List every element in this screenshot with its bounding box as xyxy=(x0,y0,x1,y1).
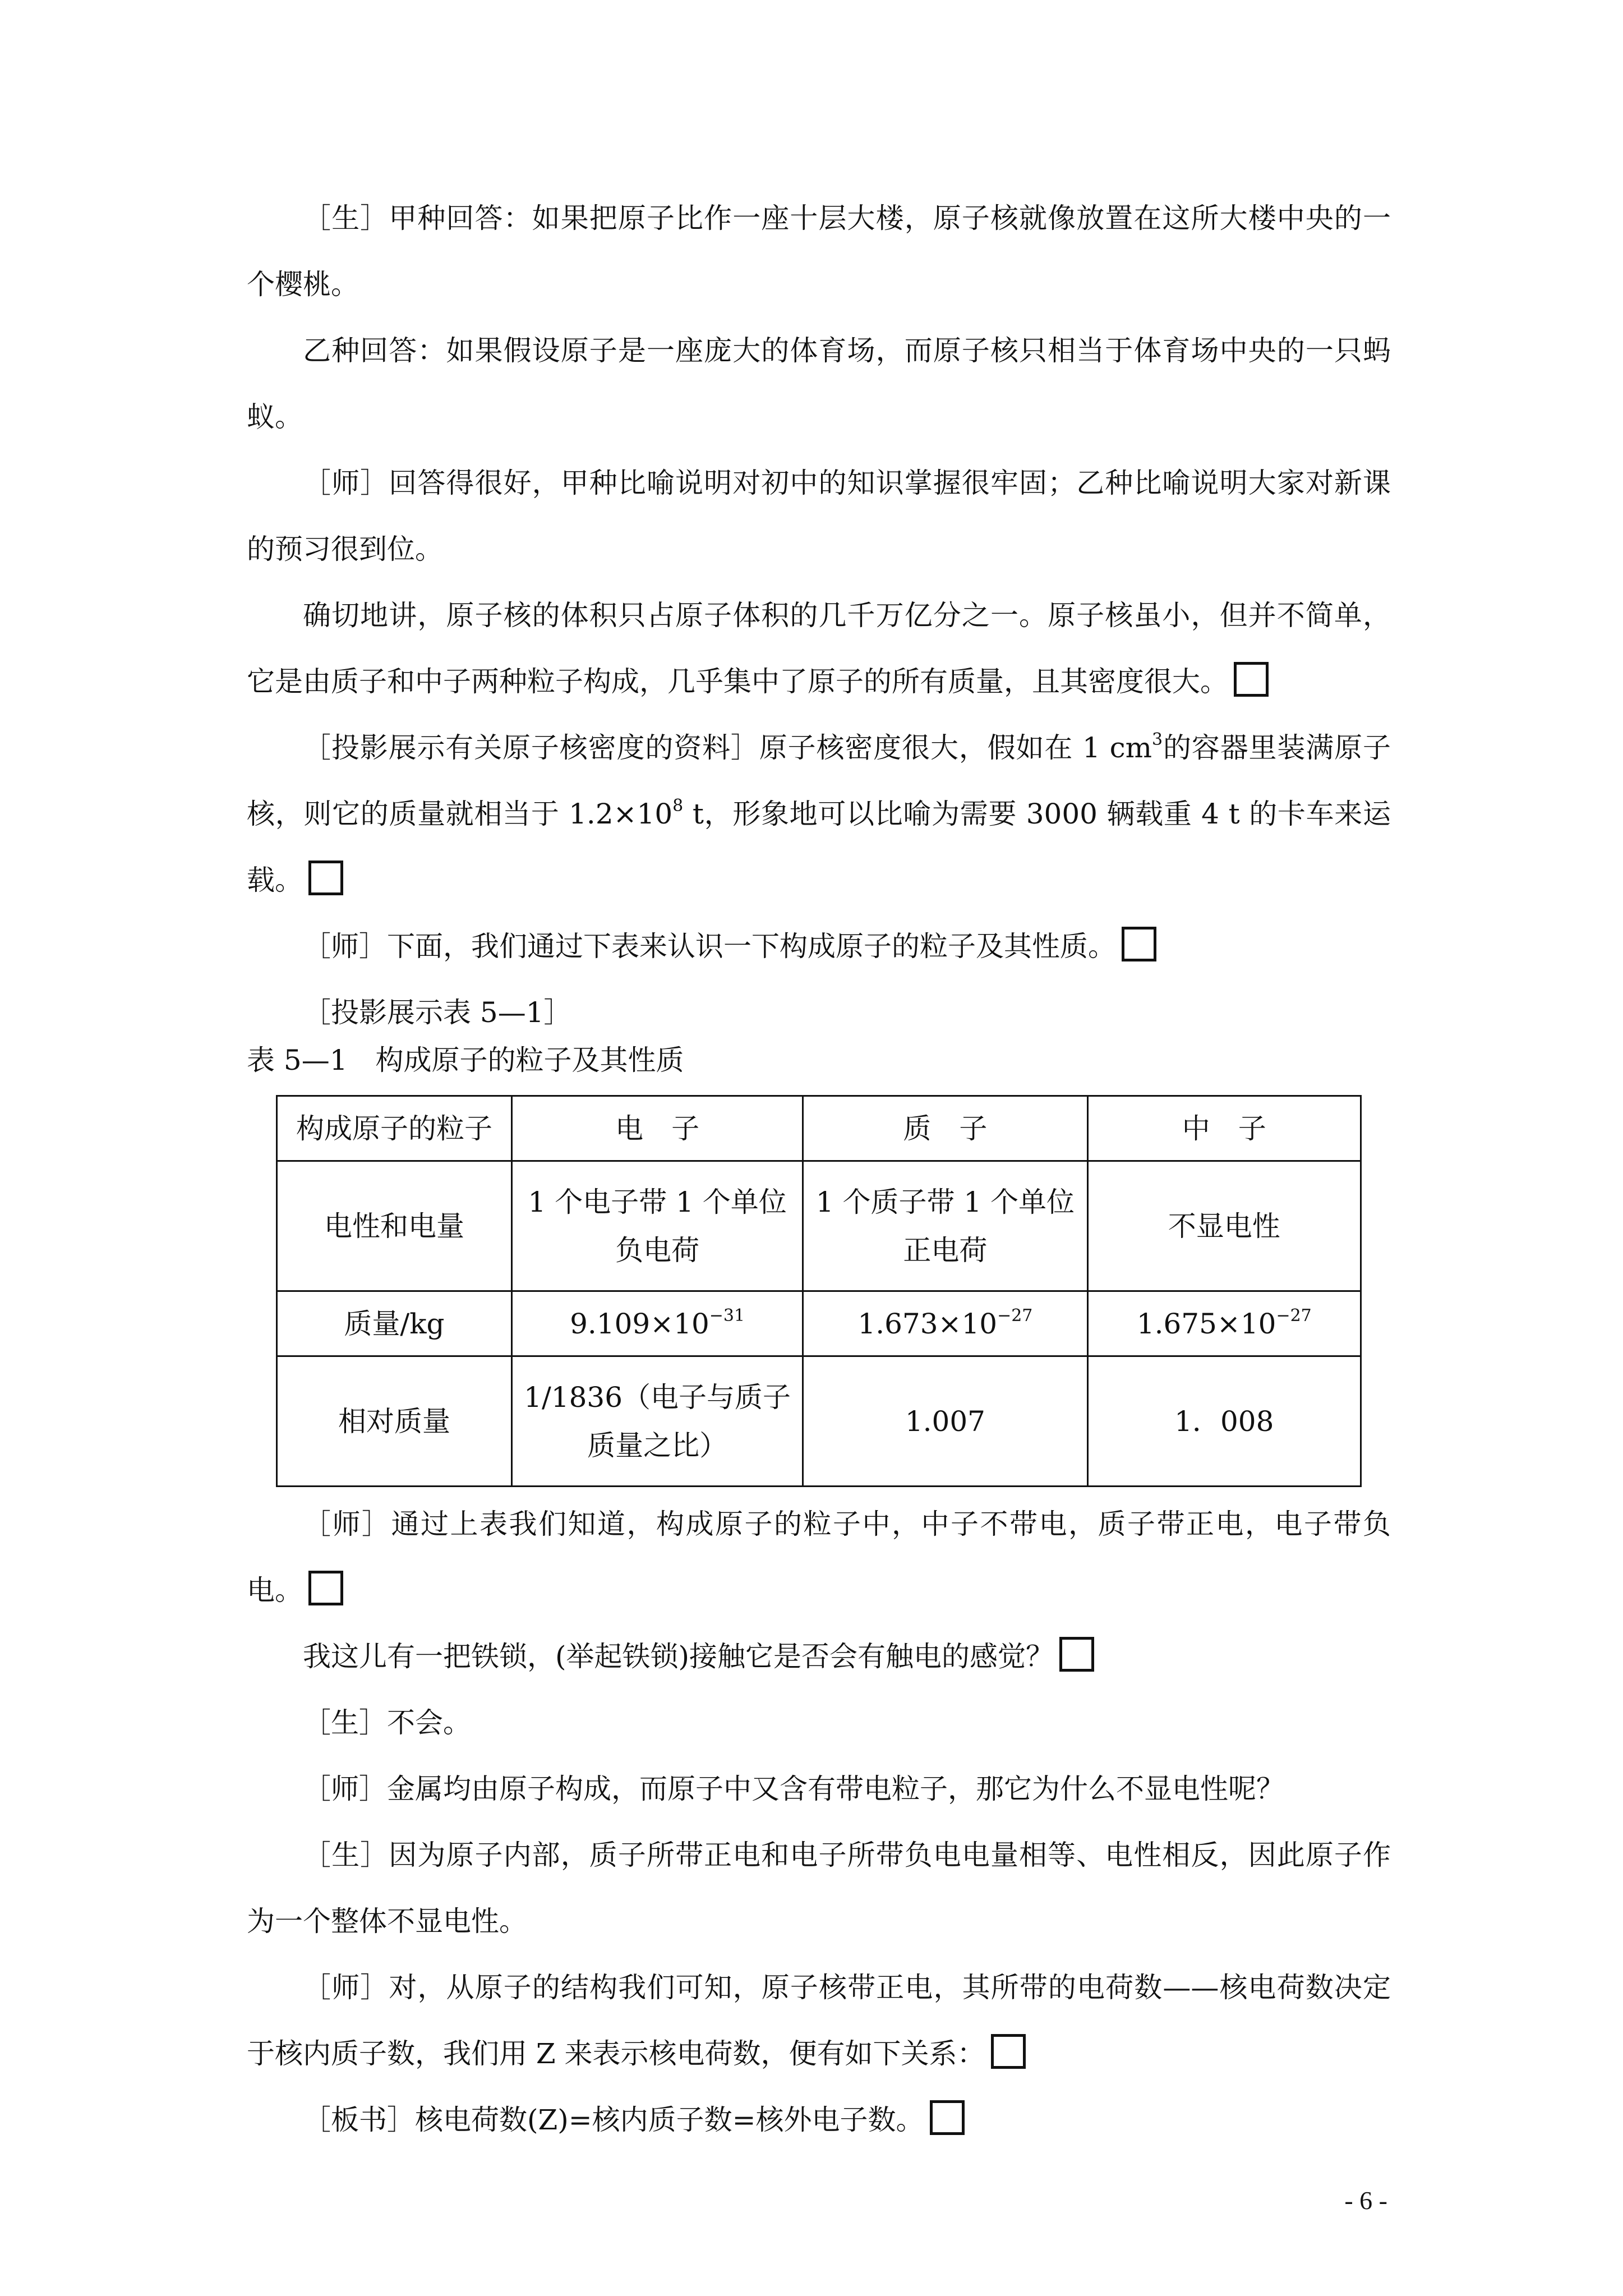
checkbox-square xyxy=(1234,662,1269,697)
table-header-cell: 质 子 xyxy=(803,1096,1087,1161)
paragraph: ［师］通过上表我们知道，构成原子的粒子中，中子不带电，质子带正电，电子带负电。 xyxy=(247,1508,1391,1607)
table-row-mass xyxy=(277,1291,1361,1356)
table-cell: 相对质量 xyxy=(277,1356,512,1487)
paragraph: ［生］甲种回答：如果把原子比作一座十层大楼，原子核就像放置在这所大楼中央的一个樱桃。 xyxy=(247,202,1391,301)
checkbox-square xyxy=(1059,1637,1094,1672)
text-block-bottom xyxy=(247,1491,1391,2153)
checkbox-square xyxy=(930,2100,965,2135)
paragraph: ［生］不会。 xyxy=(303,1706,471,1739)
table-row-charge xyxy=(277,1161,1361,1291)
paragraph: ［生］因为原子内部，质子所带正电和电子所带负电电量相等、电性相反，因此原子作为一个整体不显电性。 xyxy=(247,1839,1391,1938)
text-block-top xyxy=(247,185,1391,1046)
table-header-cell: 中 子 xyxy=(1087,1096,1361,1161)
paragraph: ［板书］核电荷数(Z)=核内质子数=核外电子数。 xyxy=(247,2087,1391,2153)
paragraph: ［师］对，从原子的结构我们可知，原子核带正电，其所带的电荷数——核电荷数决定于核内质子数，我们用 Z 来表示核电荷数，便有如下关系： xyxy=(247,1971,1391,2070)
checkbox-square xyxy=(308,1571,343,1605)
table-cell: 1/1836（电子与质子 质量之比） xyxy=(511,1356,803,1487)
table-cell: $9.109\times 10^{-31}$ xyxy=(511,1291,803,1356)
table-header-cell: 构成原子的粒子 xyxy=(277,1096,512,1161)
table-cell: $1.675\times 10^{-27}$ xyxy=(1087,1291,1361,1356)
paragraph: ［师］回答得很好，甲种比喻说明对初中的知识掌握很牢固；乙种比喻说明大家对新课的预习很到位。 xyxy=(247,467,1391,565)
table-cell: 不显电性 xyxy=(1087,1161,1361,1291)
table-row-relative-mass xyxy=(277,1356,1361,1487)
paragraph: 乙种回答：如果假设原子是一座庞大的体育场，而原子核只相当于体育场中央的一只蚂蚁。 xyxy=(247,334,1391,433)
table-cell: 1 个电子带 1 个单位 负电荷 xyxy=(511,1161,803,1291)
paragraph: ［师］下面，我们通过下表来认识一下构成原子的粒子及其性质。 xyxy=(247,913,1391,979)
checkbox-square xyxy=(991,2034,1026,2069)
table-header-row xyxy=(277,1096,1361,1161)
paragraph: ［师］金属均由原子构成，而原子中又含有带电粒子，那它为什么不显电性呢？ xyxy=(303,1773,1284,1805)
paragraph: 确切地讲，原子核的体积只占原子体积的几千万亿分之一。原子核虽小，但并不简单，它是由质子和中子两种粒子构成，几乎集中了原子的所有质量，且其密度很大。 xyxy=(247,599,1391,698)
table-cell: $1.673\times 10^{-27}$ xyxy=(803,1291,1087,1356)
density-paragraph: ［投影展示有关原子核密度的资料］原子核密度很大，假如在 1 $cm^3$的容器里装满原子核，则它的质量就相当于 $1.2\times 10^8$ t，形象地可以比喻为需要 3000 辆载重 4 t 的卡车来运载。 xyxy=(247,730,1391,896)
paragraph: 我这儿有一把铁锁，(举起铁锁)接触它是否会有触电的感觉？ xyxy=(247,1623,1391,1690)
table-caption: 表 5—1 构成原子的粒子及其性质 xyxy=(247,1044,684,1076)
table-cell: 质量/kg xyxy=(277,1291,512,1356)
table-cell: 1．008 xyxy=(1087,1356,1361,1487)
particle-properties-table xyxy=(276,1095,1362,1487)
checkbox-square xyxy=(308,861,343,895)
table-header-cell: 电 子 xyxy=(511,1096,803,1161)
checkbox-square xyxy=(1122,927,1156,961)
table-cell: 1.007 xyxy=(803,1356,1087,1487)
page-number: - 6 - xyxy=(1344,2186,1387,2215)
table-cell: 电性和电量 xyxy=(277,1161,512,1291)
table-cell: 1 个质子带 1 个单位 正电荷 xyxy=(803,1161,1087,1291)
paragraph: ［投影展示表 5—1］ xyxy=(303,996,572,1029)
